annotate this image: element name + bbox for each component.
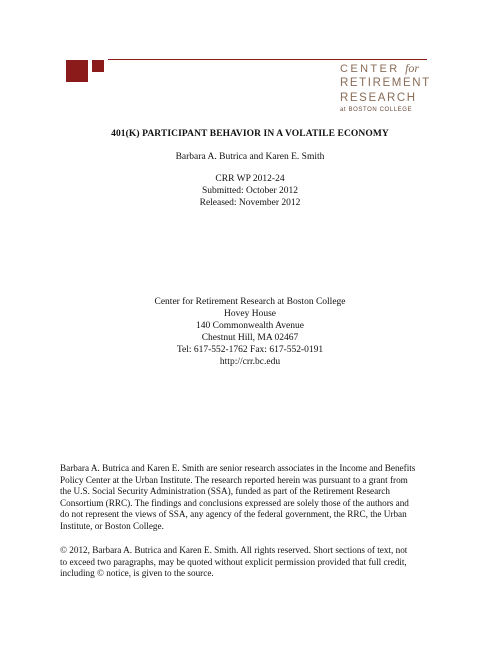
disclaimer-line: Policy Center at the Urban Institute. The research reported herein was pursuant to a grant from (60, 474, 408, 485)
disclaimer-line: Consortium (RRC). The findings and conclusions expressed are solely those of the authors and (60, 497, 409, 508)
disclaimer-line: Institute, or Boston College. (60, 520, 164, 531)
disclaimer-line: Barbara A. Butrica and Karen E. Smith are senior research associates in the Income and Benefits (60, 463, 416, 473)
disclaimer-paragraph (60, 463, 452, 533)
logo-square-small (92, 60, 104, 72)
address-block (0, 296, 500, 368)
address-street: 140 Commonwealth Avenue (195, 321, 304, 331)
paper-authors: Barbara A. Butrica and Karen E. Smith (175, 152, 325, 162)
copyright-paragraph (60, 545, 452, 580)
copyright-line: including © notice, is given to the source. (60, 568, 214, 579)
logo-square-large (66, 60, 88, 82)
address-url[interactable]: http://crr.bc.edu (219, 357, 281, 367)
header-rule (108, 59, 427, 60)
disclaimer-line: the U.S. Social Security Administration (SSA), funded as part of the Retirement Research (60, 486, 390, 497)
crr-logo (340, 62, 432, 113)
address-org: Center for Retirement Research at Boston College (154, 297, 346, 307)
logo-line-research: RESEARCH (340, 91, 417, 104)
working-paper-number: CRR WP 2012-24 (215, 174, 285, 184)
copyright-line: © 2012, Barbara A. Butrica and Karen E. Smith. All rights reserved. Short sections of text, not (60, 545, 408, 555)
released-date: Released: November 2012 (199, 198, 301, 208)
address-city: Chestnut Hill, MA 02467 (201, 333, 299, 343)
logo-line-boston-college: at BOSTON COLLEGE (340, 107, 413, 113)
submitted-date: Submitted: October 2012 (201, 186, 299, 196)
address-building: Hovey House (224, 309, 276, 319)
logo-line-retirement: RETIREMENT (340, 77, 431, 89)
copyright-line: to exceed two paragraphs, may be quoted without explicit permission provided that full credit, (60, 556, 407, 567)
paper-title: 401(K) PARTICIPANT BEHAVIOR IN A VOLATILE ECONOMY (111, 129, 389, 139)
address-phone: Tel: 617-552-1762 Fax: 617-552-0191 (176, 345, 324, 355)
logo-line-center: CENTER for (340, 61, 420, 75)
disclaimer-line: do not represent the views of SSA, any agency of the federal government, the RRC, the Urban (60, 509, 407, 520)
paper-meta (0, 173, 500, 209)
